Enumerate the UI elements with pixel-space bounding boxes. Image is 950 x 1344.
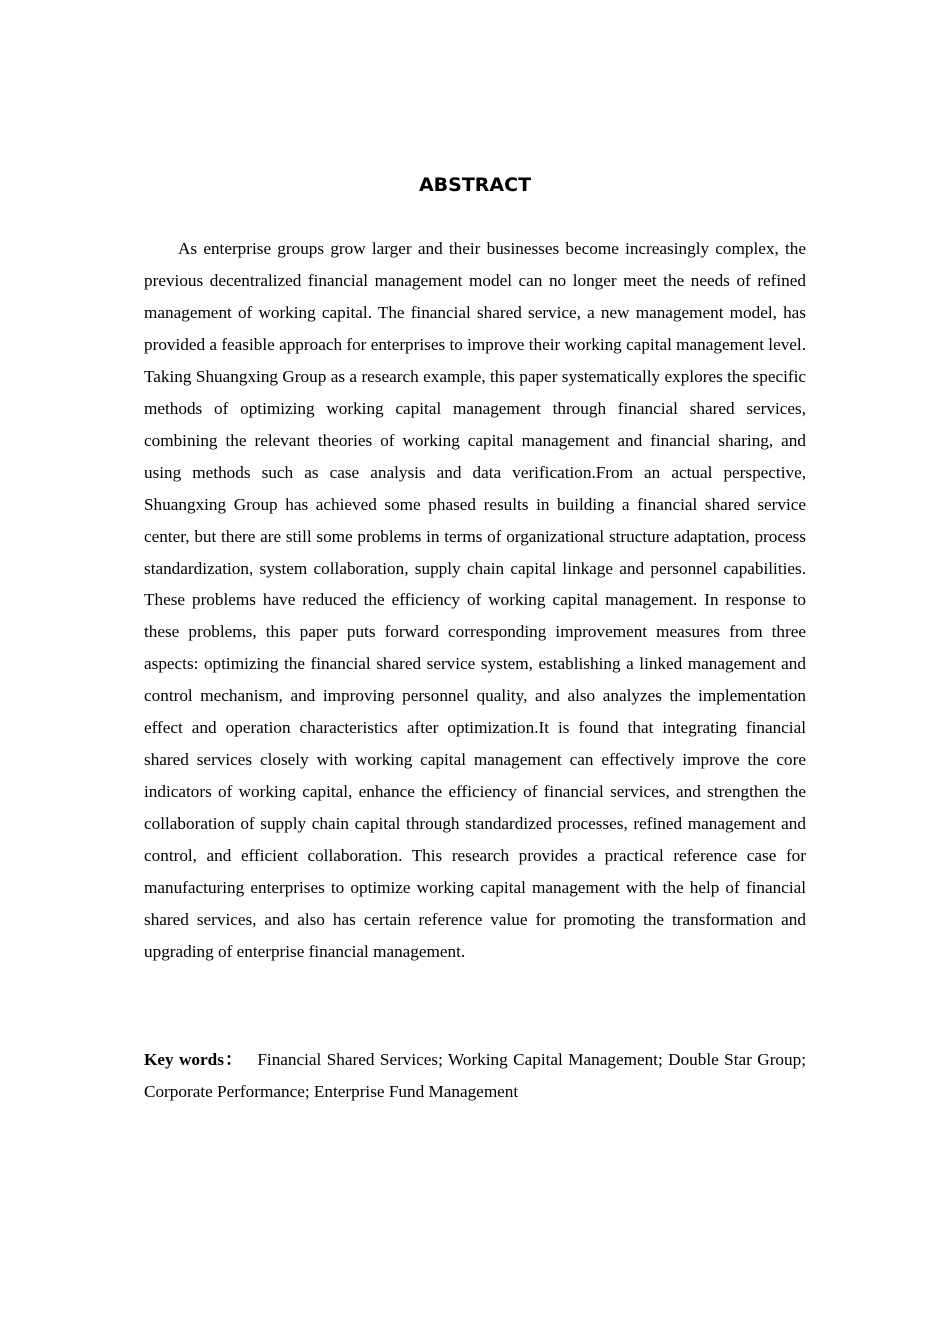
- keywords-paragraph: [144, 1044, 806, 1108]
- abstract-body-paragraph: As enterprise groups grow larger and their businesses become increasingly complex, the previous decentralized financial management model can no longer meet the needs of refined management of working capital. The financial shared service, a new management model, has provided a feasible approach for enterprises to improve their working capital management level. Taking Shuangxing Group as a research example, this paper systematically explores the specific methods of optimizing working capital management through financial shared services, combining the relevant theories of working capital management and financial sharing, and using methods such as case analysis and data verification.From an actual perspective, Shuangxing Group has achieved some phased results in building a financial shared service center, but there are still some problems in terms of organizational structure adaptation, process standardization, system collaboration, supply chain capital linkage and personnel capabilities. These problems have reduced the efficiency of working capital management. In response to these problems, this paper puts forward corresponding improvement measures from three aspects: optimizing the financial shared service system, establishing a linked management and control mechanism, and improving personnel quality, and also analyzes the implementation effect and operation characteristics after optimization.It is found that integrating financial shared services closely with working capital management can effectively improve the core indicators of working capital, enhance the efficiency of financial services, and strengthen the collaboration of supply chain capital through standardized processes, refined management and control, and efficient collaboration. This research provides a practical reference case for manufacturing enterprises to optimize working capital management with the help of financial shared services, and also has certain reference value for promoting the transformation and upgrading of enterprise financial management.: [144, 239, 806, 961]
- abstract-title: ABSTRACT: [418, 174, 532, 196]
- keywords-label: Key words：: [144, 1050, 244, 1069]
- keywords-list: Financial Shared Services; Working Capital Management; Double Star Group; Corporate Performance; Enterprise Fund Management: [144, 1050, 806, 1101]
